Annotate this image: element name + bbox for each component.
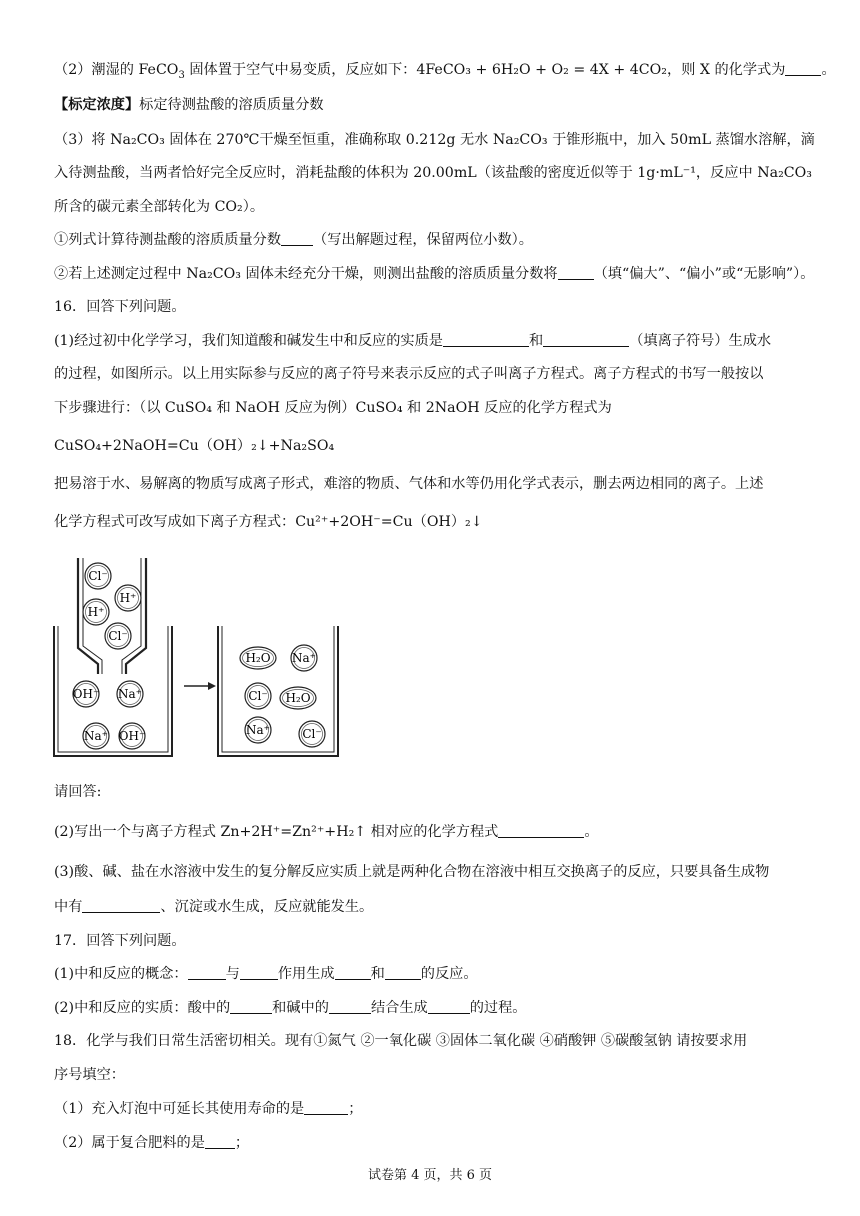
ion-label: H₂O xyxy=(285,691,311,705)
ion-label: Cl⁻ xyxy=(108,629,128,643)
answer-blank[interactable] xyxy=(498,823,584,838)
q18-line2: 序号填空： xyxy=(54,1067,125,1083)
ion-label: Na⁺ xyxy=(292,651,316,665)
q15-equation: 4FeCO₃ + 6H₂O + O₂ = 4X + 4CO₂ xyxy=(416,62,667,78)
answer-blank[interactable] xyxy=(329,999,371,1014)
q16-part1-line3: 下步骤进行：（以 CuSO₄ 和 NaOH 反应为例）CuSO₄ 和 2NaOH 反应的化学方程式为 xyxy=(54,400,612,416)
answer-blank[interactable] xyxy=(785,61,821,76)
ion-particle xyxy=(83,599,109,625)
ion-particle xyxy=(117,681,143,707)
ion-particle xyxy=(119,723,146,749)
q18-part2: （2）属于复合肥料的是 ； xyxy=(54,1135,250,1151)
ion-label: Cl⁻ xyxy=(302,727,322,741)
answer-blank[interactable] xyxy=(335,965,371,980)
ion-label: OH⁻ xyxy=(72,687,100,701)
answer-blank[interactable] xyxy=(543,332,629,347)
ion-label: Na⁺ xyxy=(84,729,108,743)
ion-particle xyxy=(291,645,317,671)
section-heading: 【标定浓度】标定待测盐酸的溶质质量分数 xyxy=(54,97,324,113)
answer-blank[interactable] xyxy=(558,265,594,280)
ion-particle xyxy=(83,723,109,749)
answer-blank[interactable] xyxy=(304,1100,348,1115)
ion-particle xyxy=(240,647,276,669)
q18-line1: 18．化学与我们日常生活密切相关。现有①氮气 ②一氧化碳 ③固体二氧化碳 ④硝酸钾 ⑤碳酸氢钠 请按要求用 xyxy=(54,1033,748,1049)
q16-equation: CuSO₄+2NaOH=Cu（OH）₂↓+Na₂SO₄ xyxy=(54,438,335,454)
page-footer: 试卷第 4 页，共 6 页 xyxy=(367,1168,493,1183)
q16-part1-line2: 的过程，如图所示。以上用实际参与反应的离子符号来表示反应的式子叫离子方程式。离子方程式的书写一般按以 xyxy=(54,366,764,382)
ion-particle xyxy=(105,623,131,649)
q15-part3-line3: 所含的碳元素全部转化为 CO₂）。 xyxy=(54,199,265,215)
q16-part1-line4: 把易溶于水、易解离的物质写成离子形式，难溶的物质、气体和水等仍用化学式表示，删去两边相同的离子。上述 xyxy=(54,476,764,492)
q17-title: 17．回答下列问题。 xyxy=(54,933,186,949)
ion-particle xyxy=(245,683,271,709)
ion-label: H₂O xyxy=(245,651,271,665)
answer-blank[interactable] xyxy=(188,965,226,980)
ion-particle xyxy=(85,563,111,589)
ion-particle xyxy=(299,721,325,747)
q15-part3-sub2: ②若上述测定过程中 Na₂CO₃ 固体未经充分干燥，则测出盐酸的溶质质量分数将 （填“偏大”、“偏小”或“无影响”）。 xyxy=(54,266,815,282)
ion-layer xyxy=(73,563,325,749)
ion-particle xyxy=(280,687,316,709)
ion-label: H⁺ xyxy=(87,605,105,619)
q16-part2: (2)写出一个与离子方程式 Zn+2H⁺=Zn²⁺+H₂↑ 相对应的化学方程式 。 xyxy=(54,824,599,840)
answer-blank[interactable] xyxy=(240,965,278,980)
q17-part2: (2)中和反应的实质：酸中的 和碱中的 结合生成 的过程。 xyxy=(54,1000,527,1016)
answer-blank[interactable] xyxy=(428,999,470,1014)
answer-blank[interactable] xyxy=(281,231,313,246)
ion-label: OH⁻ xyxy=(118,729,146,743)
ion-particle xyxy=(73,681,100,707)
neutralization-diagram xyxy=(50,556,360,762)
answer-blank[interactable] xyxy=(230,999,272,1014)
ion-label: Cl⁻ xyxy=(248,689,268,703)
ion-label: Na⁺ xyxy=(246,723,270,737)
ion-particle xyxy=(245,717,271,743)
answer-blank[interactable] xyxy=(205,1134,235,1149)
q15-part3-line2: 入待测盐酸，当两者恰好完全反应时，消耗盐酸的体积为 20.00mL（该盐酸的密度近似等于 1g·mL⁻¹，反应中 Na₂CO₃ xyxy=(54,165,812,181)
answer-blank[interactable] xyxy=(82,898,160,913)
ion-label: Cl⁻ xyxy=(88,569,108,583)
q15-part3-sub1: ①列式计算待测盐酸的溶质质量分数 （写出解题过程，保留两位小数）。 xyxy=(54,232,533,248)
q16-part3-line1: (3)酸、碱、盐在水溶液中发生的复分解反应实质上就是两种化合物在溶液中相互交换离子的反应，只要具备生成物 xyxy=(54,864,770,880)
q18-part1: （1）充入灯泡中可延长其使用寿命的是 ； xyxy=(54,1101,363,1117)
q15-part2: （2）潮湿的 FeCO$_3$ 固体置于空气中易变质，反应如下：4FeCO₃ + 6H₂O + O₂ = 4X + 4CO₂，则 X 的化学式为 。 xyxy=(54,62,836,81)
answer-blank[interactable] xyxy=(385,965,421,980)
q16-ask: 请回答: xyxy=(54,784,102,800)
q15-part3-line1: （3）将 Na₂CO₃ 固体在 270℃干燥至恒重，准确称取 0.212g 无水 Na₂CO₃ 于锥形瓶中，加入 50mL 蒸馏水溶解，滴 xyxy=(54,132,815,148)
answer-blank[interactable] xyxy=(443,332,529,347)
ion-label: Na⁺ xyxy=(118,687,142,701)
arrow-icon xyxy=(184,682,216,690)
q17-part1: (1)中和反应的概念： 与 作用生成 和 的反应。 xyxy=(54,966,478,982)
ion-particle xyxy=(115,585,141,611)
q16-part3-line2: 中有 、沉淀或水生成，反应就能发生。 xyxy=(54,899,374,915)
q16-title: 16．回答下列问题。 xyxy=(54,299,186,315)
ion-label: H⁺ xyxy=(119,591,137,605)
q16-ionic-equation: 化学方程式可改写成如下离子方程式：Cu²⁺+2OH⁻=Cu（OH）₂↓ xyxy=(54,514,483,530)
q16-part1-line1: (1)经过初中化学学习，我们知道酸和碱发生中和反应的实质是 和 （填离子符号）生成水 xyxy=(54,333,772,349)
